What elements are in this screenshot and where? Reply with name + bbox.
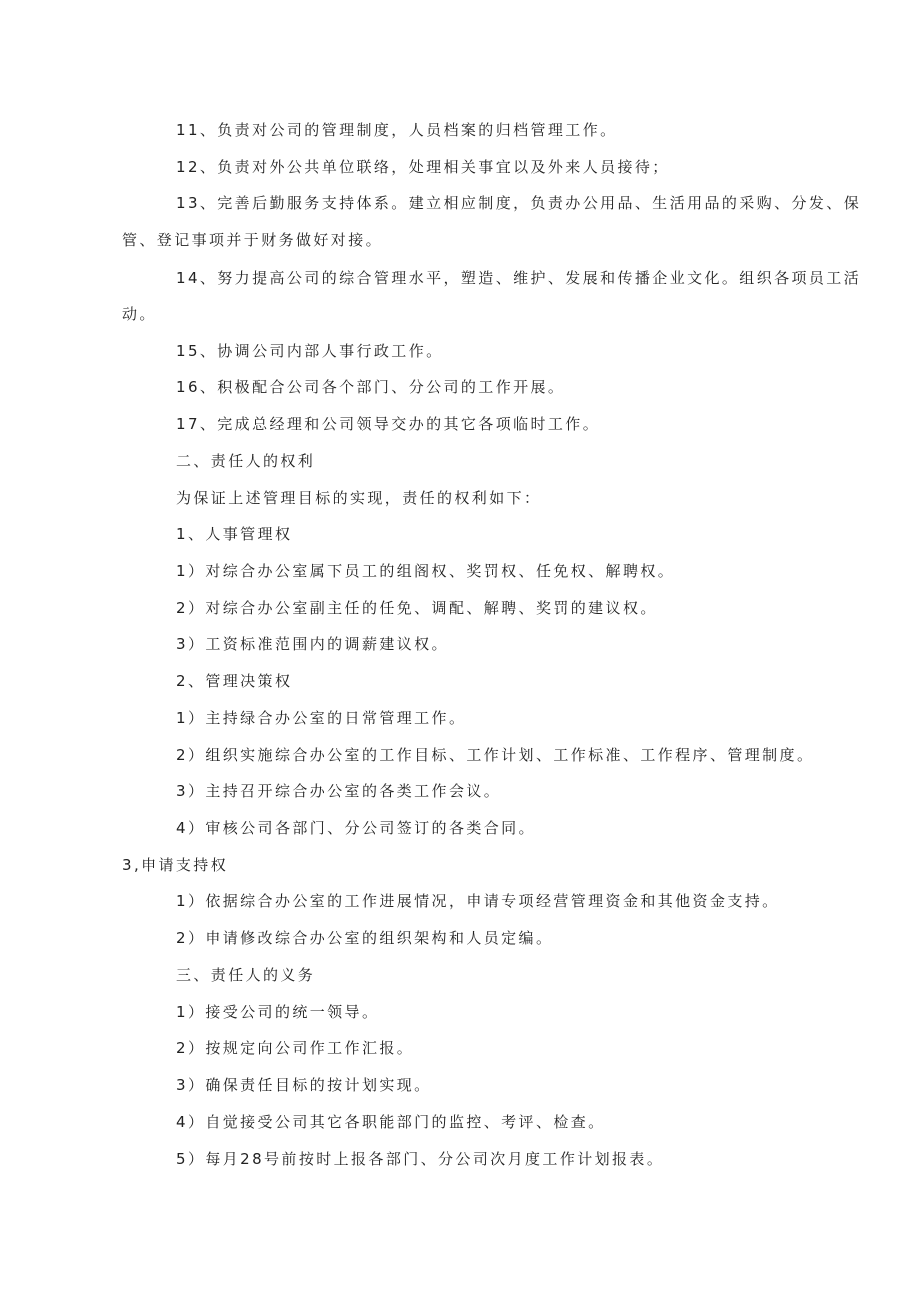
section-heading-obligations: 三、责任人的义务 (176, 966, 316, 984)
paragraph-item-12: 12、负责对外公共单位联络，处理相关事宜以及外来人员接待； (176, 158, 670, 176)
obligation-2: 2）按规定向公司作工作汇报。 (176, 1039, 415, 1057)
obligation-4: 4）自觉接受公司其它各职能部门的监控、考评、检查。 (176, 1113, 606, 1131)
rights-intro: 为保证上述管理目标的实现，责任的权利如下： (176, 489, 542, 507)
subheading-decision-rights: 2、管理决策权 (176, 672, 293, 690)
support-right-1: 1）依据综合办公室的工作进展情况，申请专项经营管理资金和其他资金支持。 (176, 892, 780, 910)
section-heading-rights: 二、责任人的权利 (176, 452, 316, 470)
subheading-personnel-rights: 1、人事管理权 (176, 525, 293, 543)
decision-right-3: 3）主持召开综合办公室的各类工作会议。 (176, 782, 502, 800)
paragraph-item-14: 14、努力提高公司的综合管理水平，塑造、维护、发展和传播企业文化。组织各项员工活 (176, 269, 862, 287)
paragraph-item-13: 13、完善后勤服务支持体系。建立相应制度，负责办公用品、生活用品的采购、分发、保 (176, 194, 862, 212)
paragraph-item-15: 15、协调公司内部人事行政工作。 (176, 342, 444, 360)
obligation-1: 1）接受公司的统一领导。 (176, 1003, 380, 1021)
paragraph-item-11: 11、负责对公司的管理制度，人员档案的归档管理工作。 (176, 121, 618, 139)
support-right-2: 2）申请修改综合办公室的组织架构和人员定编。 (176, 929, 554, 947)
decision-right-4: 4）审核公司各部门、分公司签订的各类合同。 (176, 819, 536, 837)
paragraph-item-16: 16、积极配合公司各个部门、分公司的工作开展。 (176, 378, 566, 396)
decision-right-2: 2）组织实施综合办公室的工作目标、工作计划、工作标准、工作程序、管理制度。 (176, 746, 815, 764)
paragraph-item-14-continued: 动。 (122, 305, 157, 323)
personnel-right-2: 2）对综合办公室副主任的任免、调配、解聘、奖罚的建议权。 (176, 599, 658, 617)
decision-right-1: 1）主持绿合办公室的日常管理工作。 (176, 709, 467, 727)
personnel-right-3: 3）工资标准范围内的调薪建议权。 (176, 635, 449, 653)
subheading-support-rights: 3,申请支持权 (122, 856, 229, 874)
paragraph-item-17: 17、完成总经理和公司领导交办的其它各项临时工作。 (176, 415, 601, 433)
personnel-right-1: 1）对综合办公室属下员工的组阁权、奖罚权、任免权、解聘权。 (176, 562, 676, 580)
obligation-5: 5）每月28号前按时上报各部门、分公司次月度工作计划报表。 (176, 1150, 665, 1168)
paragraph-item-13-continued: 管、登记事项并于财务做好对接。 (122, 231, 384, 249)
obligation-3: 3）确保责任目标的按计划实现。 (176, 1076, 432, 1094)
